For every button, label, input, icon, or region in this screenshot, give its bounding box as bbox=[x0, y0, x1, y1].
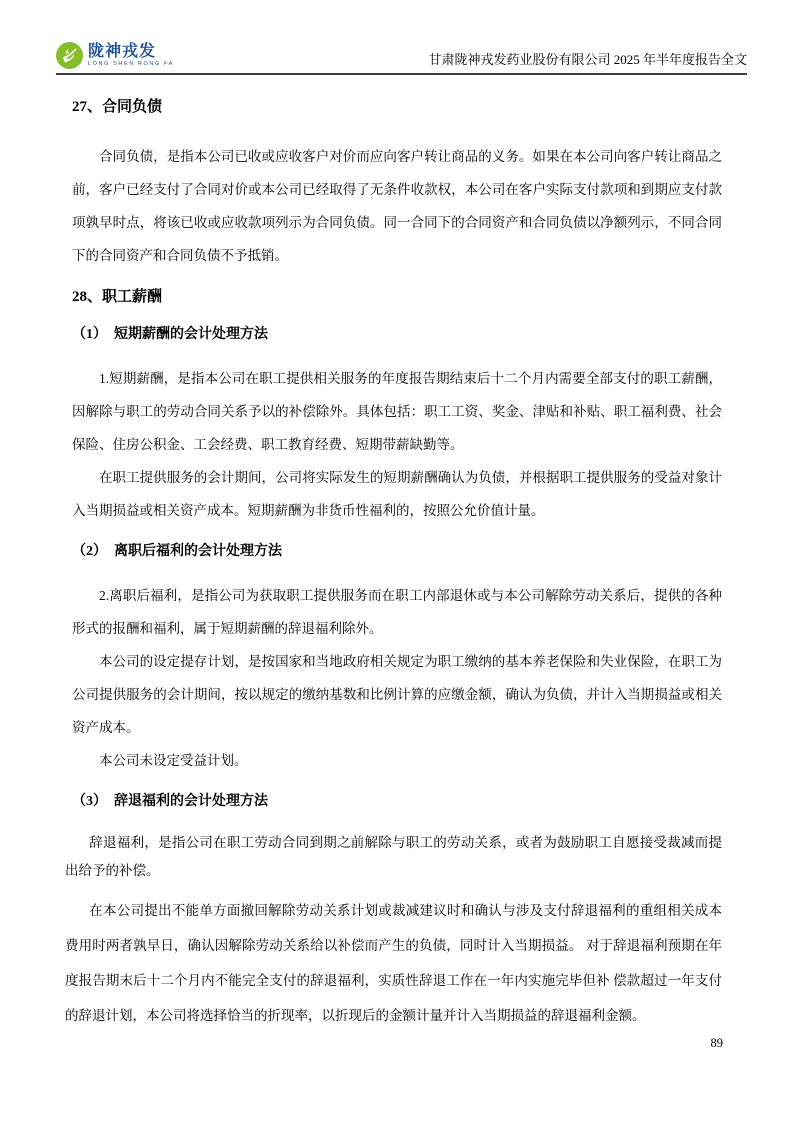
report-header-title: 甘肃陇神戎发药业股份有限公司 2025 年半年度报告全文 bbox=[428, 52, 747, 67]
section-28-sub1-heading: （1） 短期薪酬的会计处理方法 bbox=[72, 327, 268, 342]
logo-brand-en: LONG SHEN RONG FA bbox=[88, 60, 174, 67]
sub3-paragraph-2: 在本公司提出不能单方面撤回解除劳动关系计划或裁减建议时和确认与涉及支付辞退福利的重组相关成本费用时两者孰早日，确认因解除劳动关系给以补偿而产生的负债，同时计入当期损益。 对于辞退福利预期在年度报告期末后十二个月内不能完全支付的辞退福利，实质性辞退工作在一年内实施完毕但补 偿款超过一年支付的辞退计划，本公司将选择恰当的折现率，以折现后的金额计量并计入当期损益的辞退福利金额。 bbox=[65, 903, 722, 1023]
page-header bbox=[56, 42, 747, 75]
sub2-paragraph-2: 本公司的设定提存计划，是按国家和当地政府相关规定为职工缴纳的基本养老保险和失业保险，在职工为公司提供服务的会计期间，按以规定的缴纳基数和比例计算的应缴金额，确认为负债，并计入当期损益或相关资产成本。 bbox=[72, 654, 722, 735]
section-28-heading: 28、职工薪酬 bbox=[72, 289, 163, 305]
sub2-paragraph-3: 本公司未设定受益计划。 bbox=[99, 753, 248, 768]
section-28-sub2-heading: （2） 离职后福利的会计处理方法 bbox=[72, 544, 282, 559]
sub2-paragraph-1: 2.离职后福利，是指公司为获取职工提供服务而在职工内部退休或与本公司解除劳动关系后，提供的各种形式的报酬和福利，属于短期薪酬的辞退福利除外。 bbox=[72, 588, 722, 636]
sub1-paragraph-2: 在职工提供服务的会计期间，公司将实际发生的短期薪酬确认为负债，并根据职工提供服务的受益对象计入当期损益或相关资产成本。短期薪酬为非货币性福利的，按照公允价值计量。 bbox=[72, 470, 722, 518]
logo-brand-cn: 陇神戎发 bbox=[88, 42, 157, 60]
section-28-sub3-heading: （3） 辞退福利的会计处理方法 bbox=[72, 794, 268, 809]
sub3-paragraph-1: 辞退福利，是指公司在职工劳动合同到期之前解除与职工的劳动关系，或者为鼓励职工自愿接受裁减而提出给予的补偿。 bbox=[65, 835, 722, 878]
section-27-heading: 27、合同负债 bbox=[72, 99, 163, 115]
logo-text-block bbox=[88, 44, 174, 68]
company-logo bbox=[56, 42, 174, 69]
sub1-paragraph-1: 1.短期薪酬，是指本公司在职工提供相关服务的年度报告期结束后十二个月内需要全部支付的职工薪酬，因解除与职工的劳动合同关系予以的补偿除外。具体包括：职工工资、奖金、津贴和补贴、职工福利费、社会保险、住房公积金、工会经费、职工教育经费、短期带薪缺勤等。 bbox=[72, 371, 722, 452]
logo-icon bbox=[56, 42, 83, 69]
page-number: 89 bbox=[710, 1036, 723, 1050]
document-body bbox=[65, 96, 722, 1033]
section-27-paragraph: 合同负债，是指本公司已收或应收客户对价而应向客户转让商品的义务。如果在本公司向客户转让商品之前，客户已经支付了合同对价或本公司已经取得了无条件收款权，本公司在客户实际支付款项和到期应支付款项孰早时点，将该已收或应收款项列示为合同负债。同一合同下的合同资产和合同负债以净额列示，不同合同下的合同资产和合同负债不予抵销。 bbox=[72, 149, 722, 263]
